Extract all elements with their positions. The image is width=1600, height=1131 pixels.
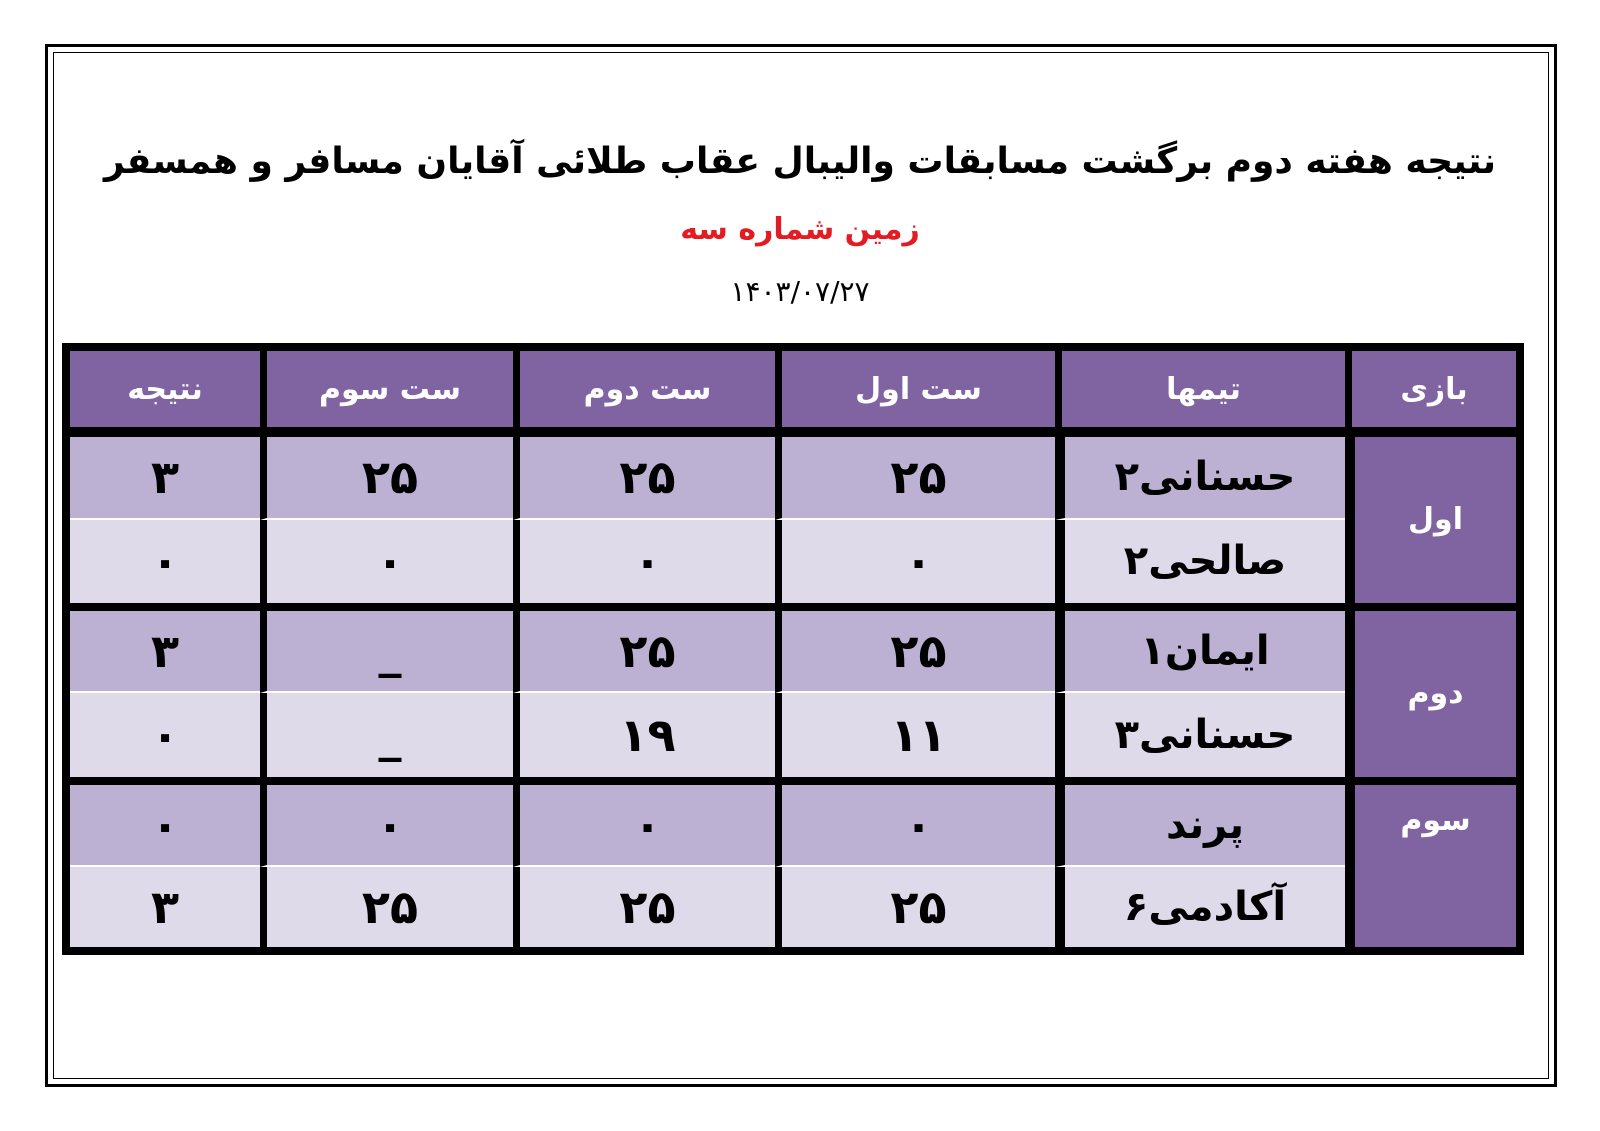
result-cell: ۰	[70, 520, 260, 611]
set1-cell: ۲۵	[775, 867, 1055, 947]
team-cell: صالحی۲	[1055, 520, 1345, 611]
table-row	[70, 785, 1516, 868]
set1-cell: ۱۱	[775, 693, 1055, 784]
result-cell: ۳	[70, 611, 260, 694]
result-cell: ۳	[70, 867, 260, 947]
page-title: نتیجه هفته دوم برگشت مسابقات والیبال عقاب طلائی آقایان مسافر و همسفر	[103, 141, 1497, 182]
team-cell: آکادمی۶	[1055, 867, 1345, 947]
set2-cell: ۲۵	[513, 437, 775, 520]
set1-cell: ۲۵	[775, 437, 1055, 520]
set1-cell: ۰	[775, 520, 1055, 611]
team-cell: ایمان۱	[1055, 611, 1345, 694]
set2-cell: ۲۵	[513, 867, 775, 947]
game-label: سوم	[1345, 785, 1516, 947]
team-cell: حسنانی۳	[1055, 693, 1345, 784]
table-row	[70, 867, 1516, 947]
table-header-row	[70, 351, 1516, 437]
column-header-set2: ست دوم	[513, 351, 775, 437]
set3-cell: _	[260, 693, 513, 784]
team-cell: حسنانی۲	[1055, 437, 1345, 520]
set3-cell: ۰	[260, 785, 513, 868]
game-label: دوم	[1345, 611, 1516, 785]
team-cell: پرند	[1055, 785, 1345, 868]
page-subtitle: زمین شماره سه	[680, 212, 920, 247]
page-date: ۱۴۰۳/۰۷/۲۷	[730, 275, 870, 308]
set2-cell: ۱۹	[513, 693, 775, 784]
set2-cell: ۲۵	[513, 611, 775, 694]
set2-cell: ۰	[513, 520, 775, 611]
column-header-set3: ست سوم	[260, 351, 513, 437]
table-row	[70, 693, 1516, 784]
game-label: اول	[1345, 437, 1516, 611]
set1-cell: ۲۵	[775, 611, 1055, 694]
set3-cell: ۰	[260, 520, 513, 611]
column-header-result: نتیجه	[70, 351, 260, 437]
set3-cell: ۲۵	[260, 437, 513, 520]
set3-cell: ۲۵	[260, 867, 513, 947]
set1-cell: ۰	[775, 785, 1055, 868]
table-row	[70, 611, 1516, 694]
set2-cell: ۰	[513, 785, 775, 868]
column-header-game: بازی	[1345, 351, 1516, 437]
result-cell: ۰	[70, 693, 260, 784]
set3-cell: _	[260, 611, 513, 694]
results-table	[62, 343, 1524, 955]
column-header-set1: ست اول	[775, 351, 1055, 437]
result-cell: ۰	[70, 785, 260, 868]
result-cell: ۳	[70, 437, 260, 520]
column-header-teams: تیمها	[1055, 351, 1345, 437]
table-row	[70, 520, 1516, 611]
table-row	[70, 437, 1516, 520]
